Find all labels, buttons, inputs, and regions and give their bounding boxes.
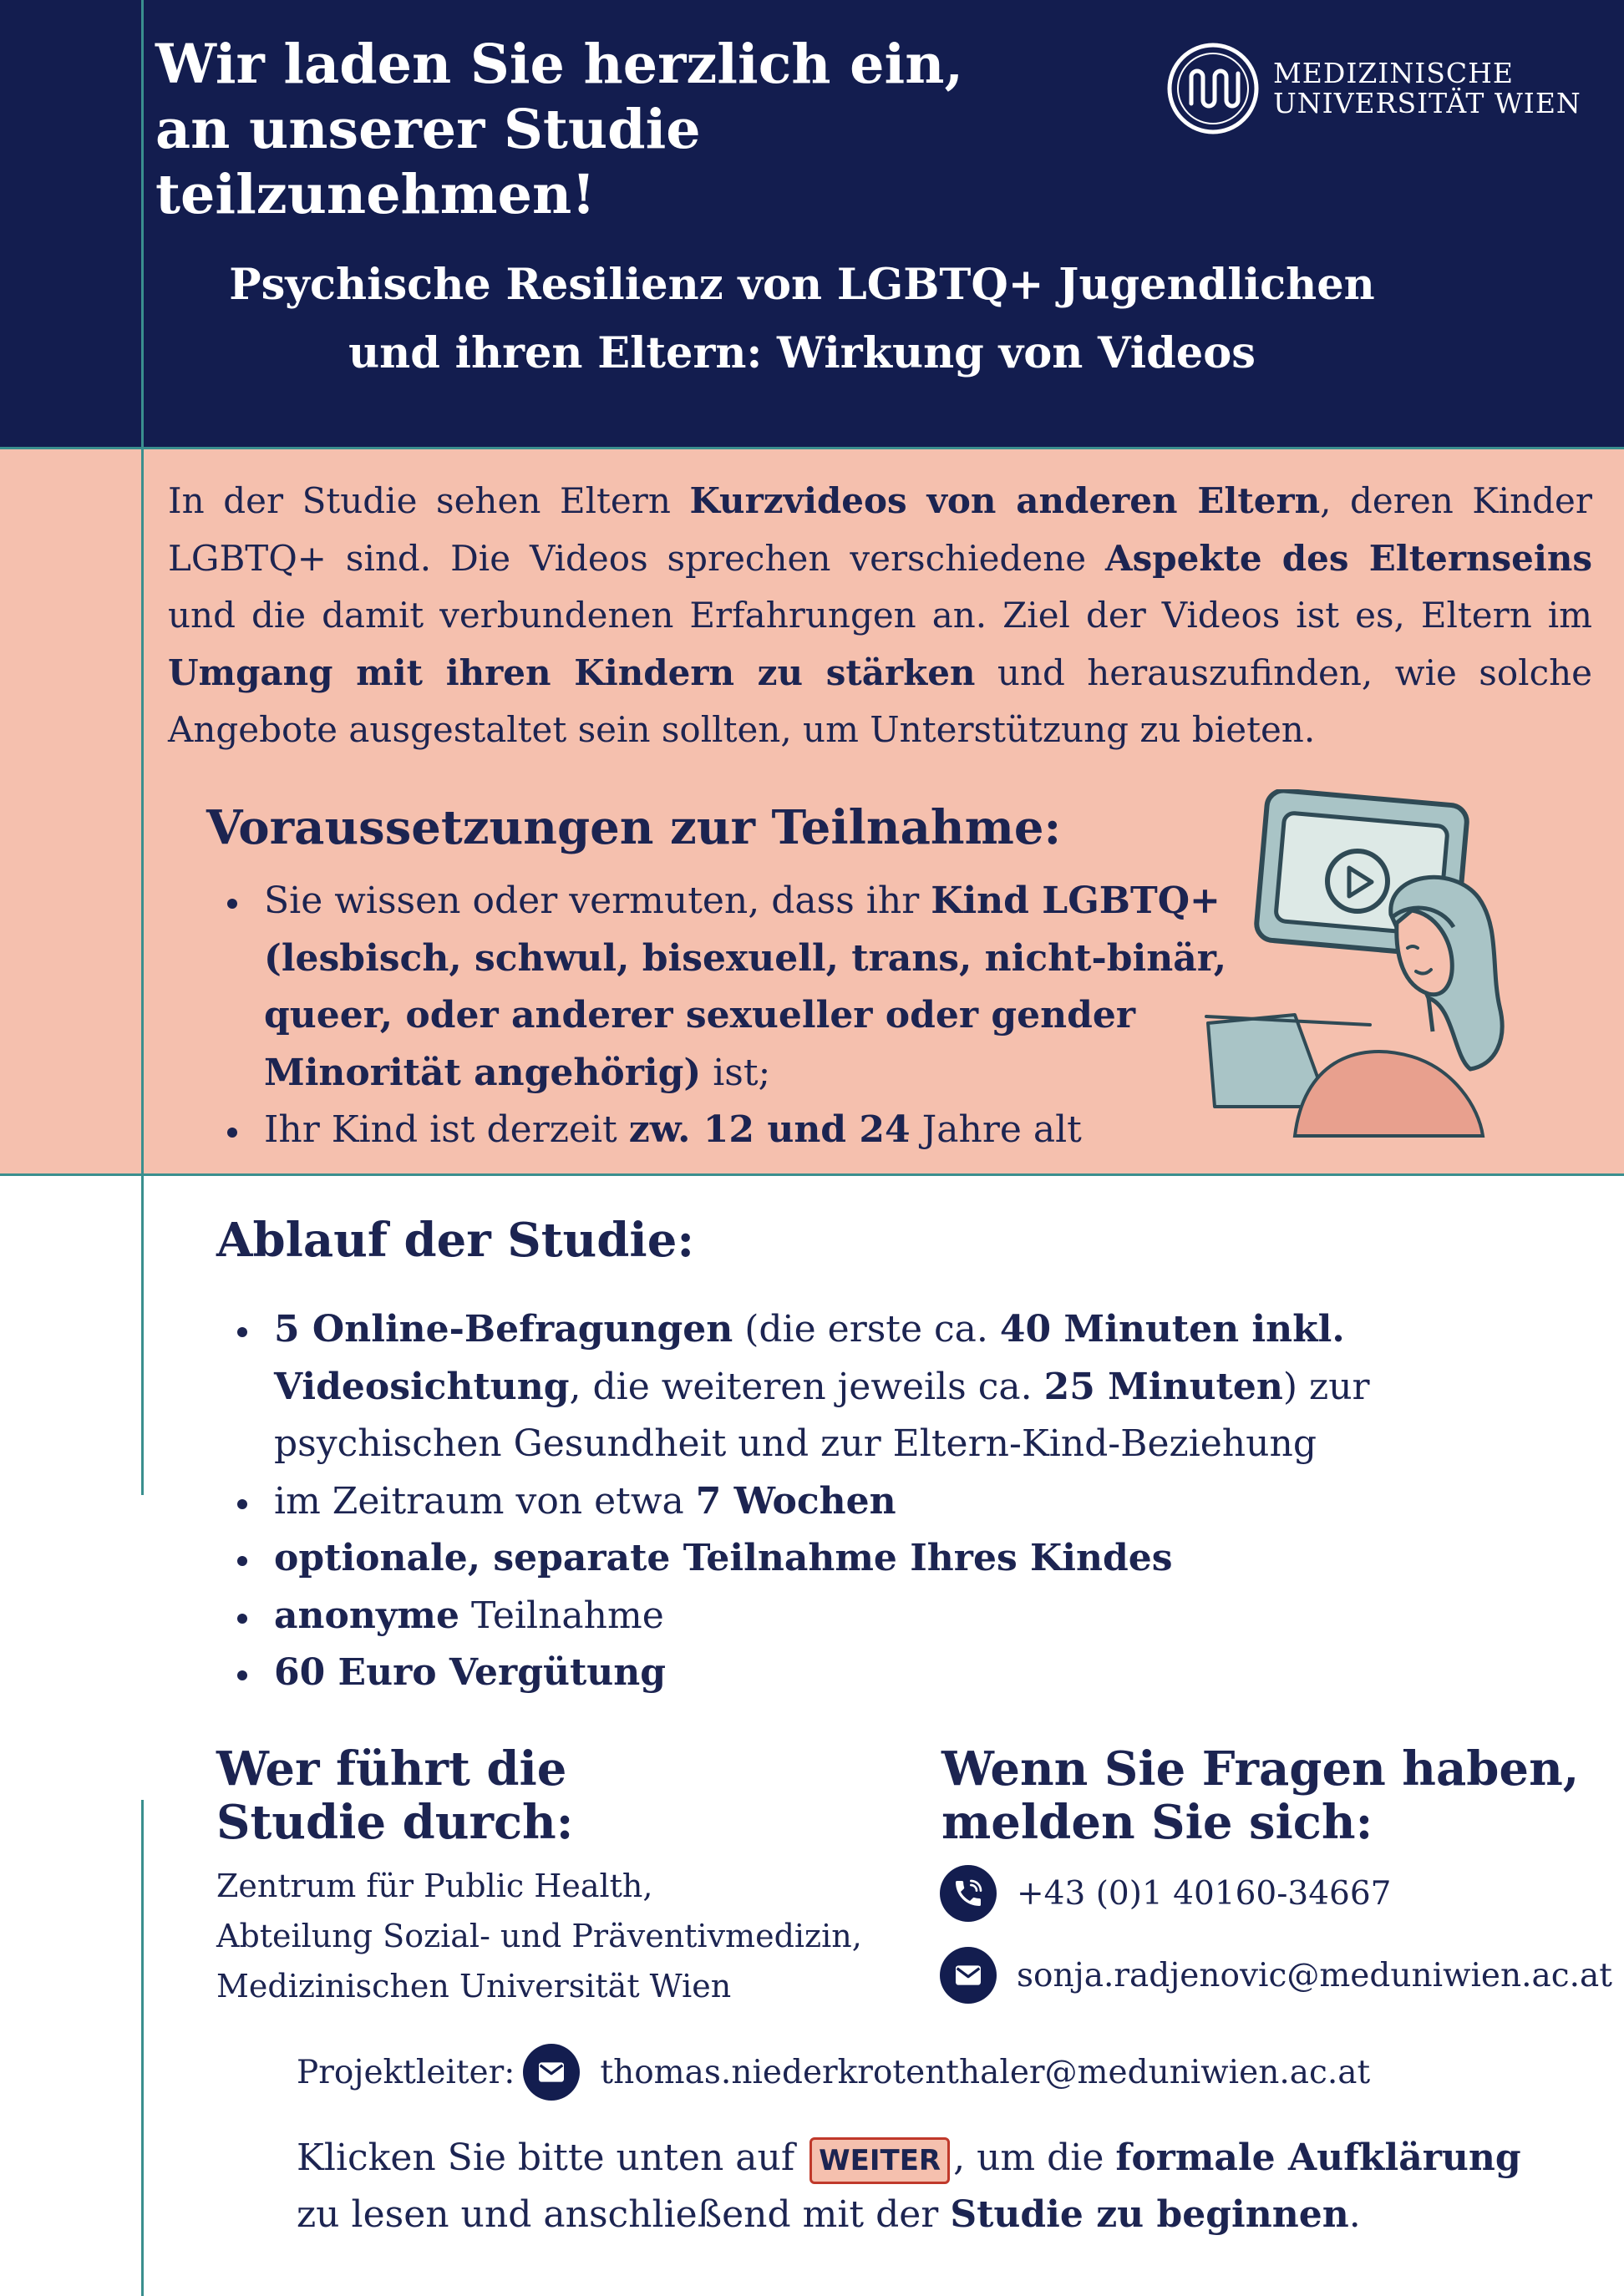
who-heading bbox=[216, 1742, 573, 1849]
req-text: Jahre alt bbox=[910, 1108, 1082, 1151]
address-line-1: Zentrum für Public Health, bbox=[216, 1868, 653, 1904]
contact-heading bbox=[941, 1742, 1579, 1849]
call-to-action bbox=[297, 2130, 1550, 2243]
intro-text-3: und die damit verbundenen Erfahrungen an. Ziel der Videos ist es, Eltern im bbox=[168, 595, 1592, 636]
step-text: ) zur psychischen Gesundheit und zur Eltern-Kind-Beziehung bbox=[274, 1365, 1370, 1465]
divider-top bbox=[0, 447, 1624, 449]
contact-heading-line-2: melden Sie sich: bbox=[941, 1795, 1373, 1850]
address-line-3: Medizinischen Universität Wien bbox=[216, 1968, 732, 2005]
req-text: Sie wissen oder vermuten, dass ihr bbox=[264, 879, 931, 922]
institution-address bbox=[216, 1861, 935, 2011]
video-watching-illustration bbox=[1203, 789, 1562, 1148]
list-item bbox=[222, 1530, 1408, 1588]
intro-paragraph bbox=[168, 473, 1592, 759]
step-bold: 60 Euro Vergütung bbox=[274, 1651, 667, 1694]
list-item bbox=[212, 1102, 1240, 1159]
divider-middle bbox=[0, 1173, 1624, 1176]
address-line-2: Abteilung Sozial- und Präventivmedizin, bbox=[216, 1918, 862, 1954]
intro-bold-3: Umgang mit ihren Kindern zu stärken bbox=[168, 651, 976, 693]
contact-email bbox=[940, 1947, 1612, 2004]
who-heading-line-2: Studie durch: bbox=[216, 1795, 574, 1850]
intro-text-1: In der Studie sehen Eltern bbox=[168, 480, 690, 521]
meduni-logo-icon bbox=[1166, 42, 1260, 135]
mail-icon bbox=[940, 1947, 997, 2004]
requirements-list bbox=[212, 873, 1240, 1159]
vertical-rule-lower bbox=[141, 1800, 144, 2296]
logo-line-1: MEDIZINISCHE bbox=[1273, 57, 1514, 89]
email-link[interactable]: sonja.radjenovic@meduniwien.ac.at bbox=[1017, 1956, 1612, 1994]
cta-text: . bbox=[1348, 2193, 1361, 2236]
title-line-2: an unserer Studie teilzunehmen! bbox=[155, 98, 701, 226]
list-item bbox=[222, 1588, 1408, 1645]
cta-text: , um die bbox=[953, 2136, 1116, 2179]
step-bold: 25 Minuten bbox=[1043, 1365, 1283, 1408]
page-title bbox=[155, 32, 1158, 227]
contact-heading-line-1: Wenn Sie Fragen haben, bbox=[941, 1741, 1580, 1797]
subtitle-line-2: und ihren Eltern: Wirkung von Videos bbox=[348, 328, 1256, 378]
project-lead-email-link[interactable]: thomas.niederkrotenthaler@meduniwien.ac.at bbox=[600, 2053, 1371, 2091]
vertical-rule-upper bbox=[141, 0, 144, 1495]
step-text: (die erste ca. bbox=[733, 1308, 1000, 1351]
step-bold: optionale, separate Teilnahme Ihres Kindes bbox=[274, 1537, 1173, 1579]
req-text: Ihr Kind ist derzeit bbox=[264, 1108, 629, 1151]
contact-phone bbox=[940, 1865, 1391, 1922]
logo-wordmark bbox=[1273, 58, 1581, 119]
phone-link[interactable]: +43 (0)1 40160-34667 bbox=[1017, 1874, 1392, 1913]
title-line-1: Wir laden Sie herzlich ein, bbox=[155, 33, 964, 96]
university-logo bbox=[1166, 42, 1581, 135]
study-subtitle bbox=[217, 251, 1387, 388]
intro-text-2: , deren Kinder LGBTQ+ sind. Die Videos sprechen verschiedene bbox=[168, 480, 1592, 579]
step-bold: 7 Wochen bbox=[695, 1479, 896, 1523]
step-bold: anonyme bbox=[274, 1594, 459, 1637]
cta-bold: formale Aufklärung bbox=[1115, 2136, 1521, 2179]
cta-text: zu lesen und anschließend mit der bbox=[297, 2193, 951, 2236]
cta-text: Klicken Sie bitte unten auf bbox=[297, 2136, 807, 2179]
who-heading-line-1: Wer führt die bbox=[216, 1741, 567, 1797]
phone-icon bbox=[940, 1865, 997, 1922]
list-item bbox=[212, 873, 1240, 1102]
procedure-list bbox=[222, 1301, 1408, 1702]
project-lead bbox=[297, 2044, 1370, 2101]
list-item bbox=[222, 1301, 1408, 1473]
step-bold: 5 Online-Befragungen bbox=[274, 1308, 733, 1351]
procedure-heading: Ablauf der Studie: bbox=[216, 1213, 695, 1268]
step-bold: 40 Minuten inkl. Videosichtung bbox=[274, 1308, 1345, 1408]
step-text: im Zeitraum von etwa bbox=[274, 1479, 696, 1523]
step-text: Teilnahme bbox=[459, 1594, 664, 1637]
intro-bold-1: Kurzvideos von anderen Eltern bbox=[689, 480, 1321, 521]
step-text: , die weiteren jeweils ca. bbox=[569, 1365, 1044, 1408]
requirements-heading: Voraussetzungen zur Teilnahme: bbox=[206, 800, 1062, 855]
project-lead-label: Projektleiter: bbox=[297, 2053, 515, 2091]
req-text: ist; bbox=[701, 1051, 771, 1094]
list-item bbox=[222, 1645, 1408, 1702]
mail-icon bbox=[523, 2044, 580, 2101]
intro-bold-2: Aspekte des Elternseins bbox=[1105, 537, 1592, 579]
cta-bold: Studie zu beginnen bbox=[950, 2193, 1349, 2236]
req-bold: Kind LGBTQ+ (lesbisch, schwul, bisexuell, trans, nicht-binär, queer, oder anderer sexueller oder gender Minorität angehörig) bbox=[264, 879, 1227, 1094]
logo-line-2: UNIVERSITÄT WIEN bbox=[1273, 87, 1581, 119]
req-bold: zw. 12 und 24 bbox=[628, 1108, 911, 1151]
list-item bbox=[222, 1473, 1408, 1531]
subtitle-line-1: Psychische Resilienz von LGBTQ+ Jugendlichen bbox=[229, 260, 1375, 310]
intro-text-4: und herauszufinden, wie solche Angebote ausgestaltet sein sollten, um Unterstützung zu bieten. bbox=[168, 651, 1592, 750]
weiter-button-reference: WEITER bbox=[809, 2137, 950, 2184]
